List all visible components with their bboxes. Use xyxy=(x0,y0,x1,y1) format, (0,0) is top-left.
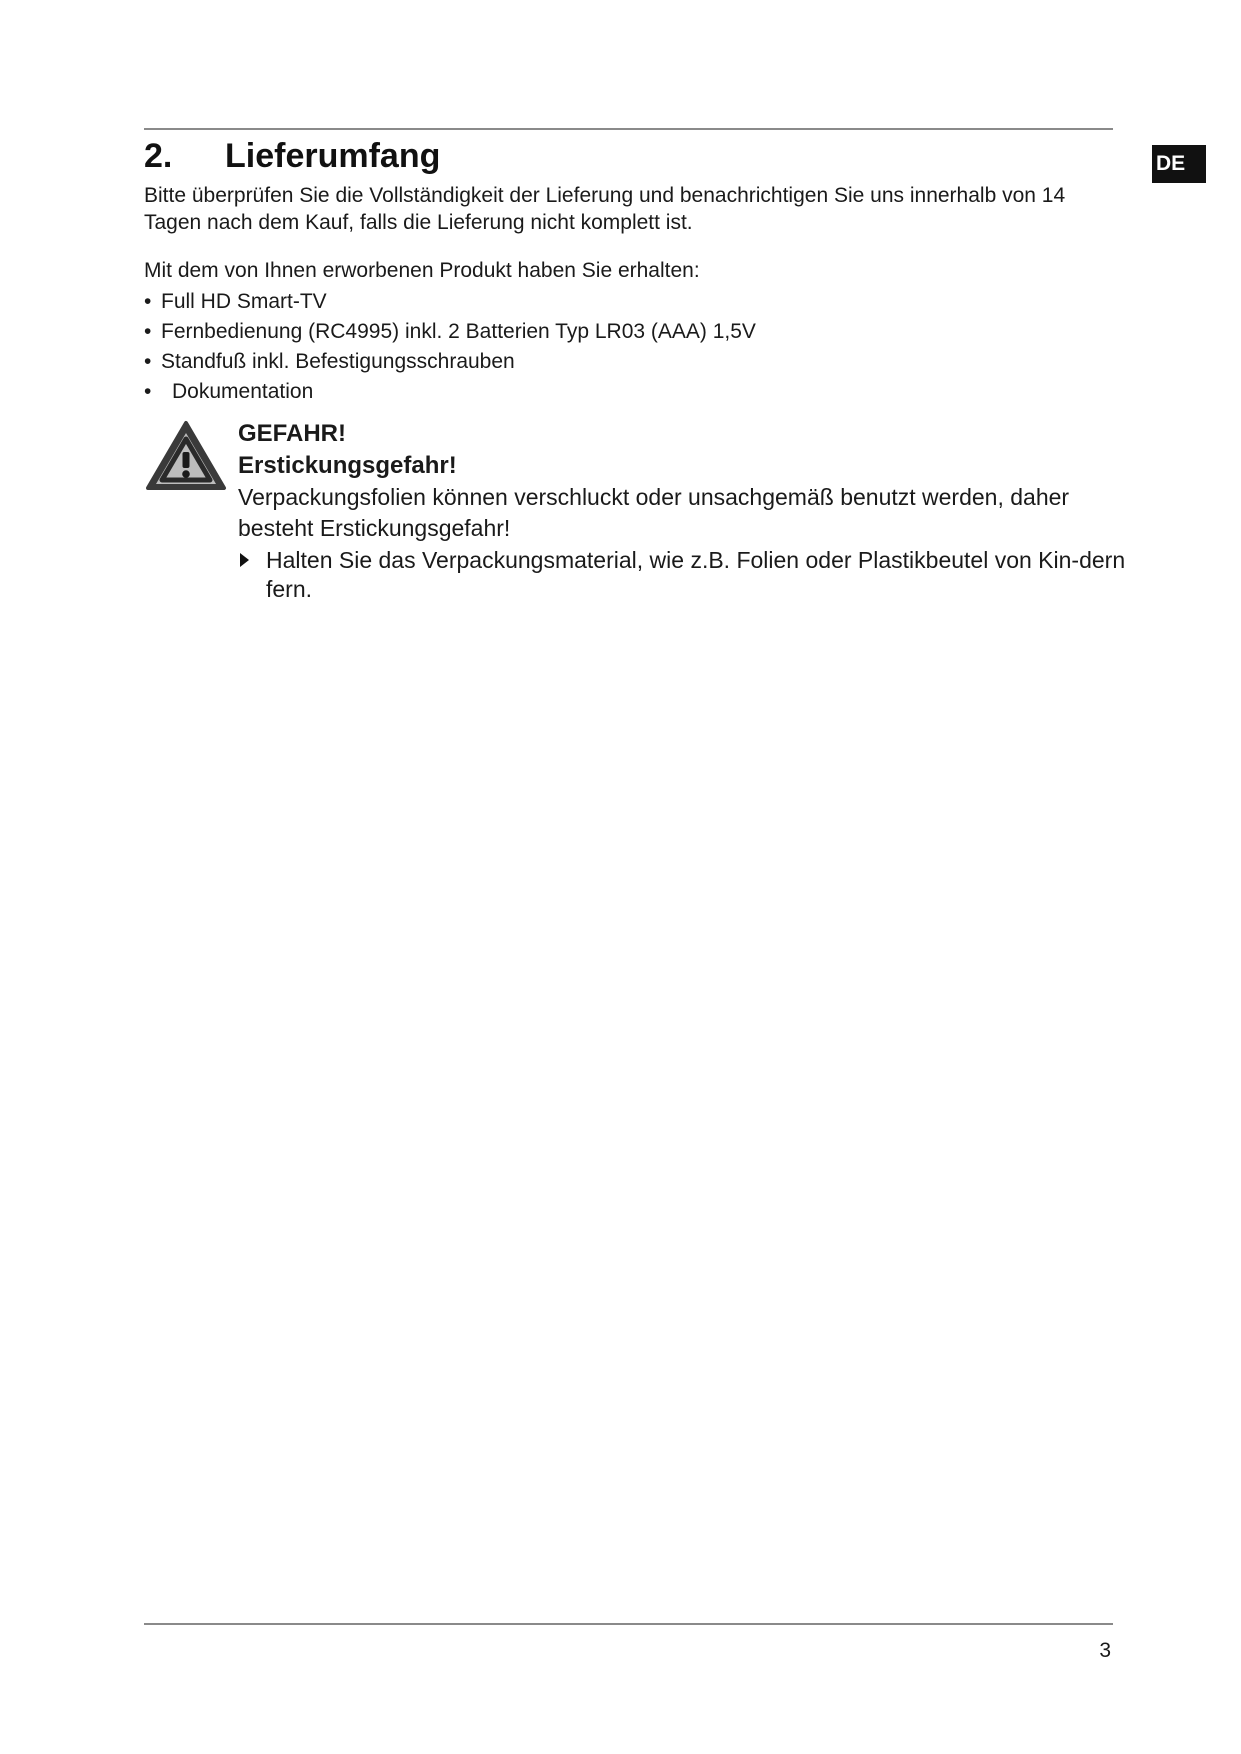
section-heading xyxy=(144,134,440,178)
page-number: 3 xyxy=(1099,1639,1111,1662)
intro-paragraph: Bitte überprüfen Sie die Vollständigkeit der Lieferung und benachrichtigen Sie uns innerhalb von 14 Tagen nach dem Kauf, falls die Lieferung nicht komplett ist. xyxy=(144,184,1066,234)
list-item: • Dokumentation xyxy=(144,377,756,407)
bullet: • xyxy=(144,350,152,373)
warning-title: Erstickungsgefahr! xyxy=(238,452,457,479)
list-item: • Full HD Smart-TV xyxy=(144,287,756,317)
warning-block xyxy=(238,418,1126,604)
bullet: • xyxy=(144,320,152,343)
bullet: • xyxy=(144,290,152,313)
warning-text: Verpackungsfolien können verschluckt oder unsachgemäß benutzt werden, daher besteht Erstickungsgefahr! xyxy=(238,484,1070,541)
triangle-arrow-icon xyxy=(240,553,249,567)
bottom-divider xyxy=(144,1623,1113,1625)
bullet: • xyxy=(144,380,152,403)
top-divider xyxy=(144,128,1113,130)
list-item: • Fernbedienung (RC4995) inkl. 2 Batterien Typ LR03 (AAA) 1,5V xyxy=(144,317,756,347)
list-item: • Standfuß inkl. Befestigungsschrauben xyxy=(144,347,756,377)
warning-label: GEFAHR! xyxy=(238,420,346,447)
warning-triangle-icon xyxy=(144,418,228,492)
section-title: Lieferumfang xyxy=(225,137,441,175)
language-tab: DE xyxy=(1152,145,1206,183)
received-intro: Mit dem von Ihnen erworbenen Produkt haben Sie erhalten: xyxy=(144,259,700,282)
section-number: 2. xyxy=(144,137,173,175)
warning-step-text: Halten Sie das Verpackungsmaterial, wie z.B. Folien oder Plastikbeutel von Kin-dern fern. xyxy=(266,547,1126,602)
warning-step xyxy=(238,546,1126,604)
delivery-scope-list xyxy=(144,287,756,407)
